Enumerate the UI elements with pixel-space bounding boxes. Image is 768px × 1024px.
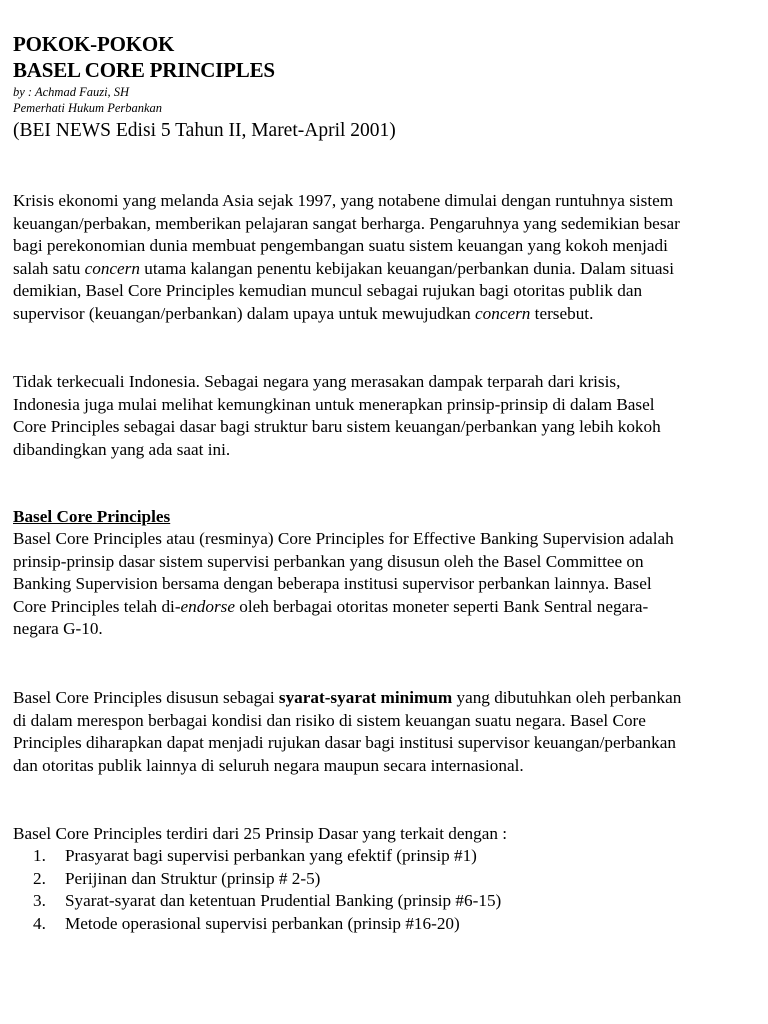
emphasis-text: concern bbox=[475, 303, 531, 323]
paragraph-line: Basel Core Principles terdiri dari 25 Prinsip Dasar yang terkait dengan : bbox=[13, 824, 508, 843]
paragraph-line: di dalam merespon berbagai kondisi dan risiko di sistem keuangan suatu negara. Basel Core bbox=[13, 710, 646, 730]
paragraph-line: Principles diharapkan dapat menjadi rujukan dasar bagi institusi supervisor keuangan/perbankan bbox=[13, 733, 676, 753]
text-run: tersebut. bbox=[530, 303, 594, 323]
paragraph-line bbox=[13, 687, 758, 710]
author-line: by : Achmad Fauzi, SH bbox=[13, 85, 130, 99]
text-run: oleh berbagai otoritas moneter seperti Bank Sentral negara- bbox=[234, 596, 649, 616]
list-item-number: 1. bbox=[33, 846, 46, 865]
paragraph-krisis bbox=[13, 190, 758, 326]
paragraph-minimum-requirements bbox=[13, 687, 758, 777]
text-run: supervisor (keuangan/perbankan) dalam upaya untuk mewujudkan bbox=[13, 303, 476, 323]
paragraph-line: Banking Supervision bersama dengan beberapa institusi supervisor perbankan lainnya. Basel bbox=[13, 574, 652, 594]
text-run: Core Principles telah di- bbox=[13, 596, 181, 616]
paragraph-line: demikian, Basel Core Principles kemudian muncul sebagai rujukan bagi otoritas publik dan bbox=[13, 281, 643, 301]
section-heading: Basel Core Principles bbox=[13, 507, 171, 526]
paragraph-list-intro bbox=[13, 823, 758, 846]
list-item-text: Perijinan dan Struktur (prinsip # 2-5) bbox=[65, 868, 321, 888]
text-run: Basel Core Principles disusun sebagai bbox=[13, 688, 279, 707]
paragraph-line: bagi perekonomian dunia membuat pengembangan suatu sistem keuangan yang kokoh menjadi bbox=[13, 236, 668, 256]
list-item-text: Metode operasional supervisi perbankan (prinsip #16-20) bbox=[65, 913, 460, 933]
paragraph-line: prinsip-prinsip dasar sistem supervisi perbankan yang disusun oleh the Basel Committee on bbox=[13, 551, 644, 571]
publication-source: (BEI NEWS Edisi 5 Tahun II, Maret-April 2001) bbox=[13, 120, 396, 141]
paragraph-line: Krisis ekonomi yang melanda Asia sejak 1997, yang notabene dimulai dengan runtuhnya sistem bbox=[13, 191, 674, 210]
emphasis-text: concern bbox=[84, 258, 140, 278]
list-item-number: 2. bbox=[33, 868, 46, 888]
emphasis-text: endorse bbox=[180, 596, 235, 616]
paragraph-definition bbox=[13, 528, 758, 641]
paragraph-line: dan otoritas publik lainnya di seluruh negara maupun secara internasional. bbox=[13, 755, 524, 775]
paragraph-indonesia bbox=[13, 371, 758, 461]
text-run: salah satu bbox=[13, 258, 85, 278]
paragraph-line: Core Principles sebagai dasar bagi struktur baru sistem keuangan/perbankan yang lebih kokoh bbox=[13, 417, 661, 437]
text-run: yang dibutuhkan oleh perbankan bbox=[452, 688, 682, 707]
paragraph-line: Indonesia juga mulai melihat kemungkinan untuk menerapkan prinsip-prinsip di dalam Basel bbox=[13, 394, 655, 414]
list-item-text: Prasyarat bagi supervisi perbankan yang efektif (prinsip #1) bbox=[65, 846, 477, 865]
paragraph-line: keuangan/perbakan, memberikan pelajaran sangat berharga. Pengaruhnya yang sedemikian besar bbox=[13, 213, 680, 233]
paragraph-line: Basel Core Principles atau (resminya) Core Principles for Effective Banking Supervision adalah bbox=[13, 529, 674, 548]
list-item-number: 3. bbox=[33, 891, 46, 911]
document-title-line-2: BASEL CORE PRINCIPLES bbox=[13, 58, 275, 82]
text-run: utama kalangan penentu kebijakan keuangan/perbankan dunia. Dalam situasi bbox=[139, 258, 675, 278]
author-role-line: Pemerhati Hukum Perbankan bbox=[13, 101, 163, 115]
paragraph-line: Tidak terkecuali Indonesia. Sebagai negara yang merasakan dampak terparah dari krisis, bbox=[13, 372, 621, 391]
paragraph-line bbox=[13, 303, 758, 326]
paragraph-line bbox=[13, 258, 758, 281]
document-title-line-1: POKOK-POKOK bbox=[13, 32, 175, 56]
paragraph-line: dibandingkan yang ada saat ini. bbox=[13, 439, 231, 459]
list-item-number: 4. bbox=[33, 913, 46, 933]
paragraph-line: negara G-10. bbox=[13, 619, 103, 639]
paragraph-line bbox=[13, 596, 758, 619]
bold-text: syarat-syarat minimum bbox=[278, 688, 453, 707]
list-item-text: Syarat-syarat dan ketentuan Prudential Banking (prinsip #6-15) bbox=[65, 891, 502, 911]
